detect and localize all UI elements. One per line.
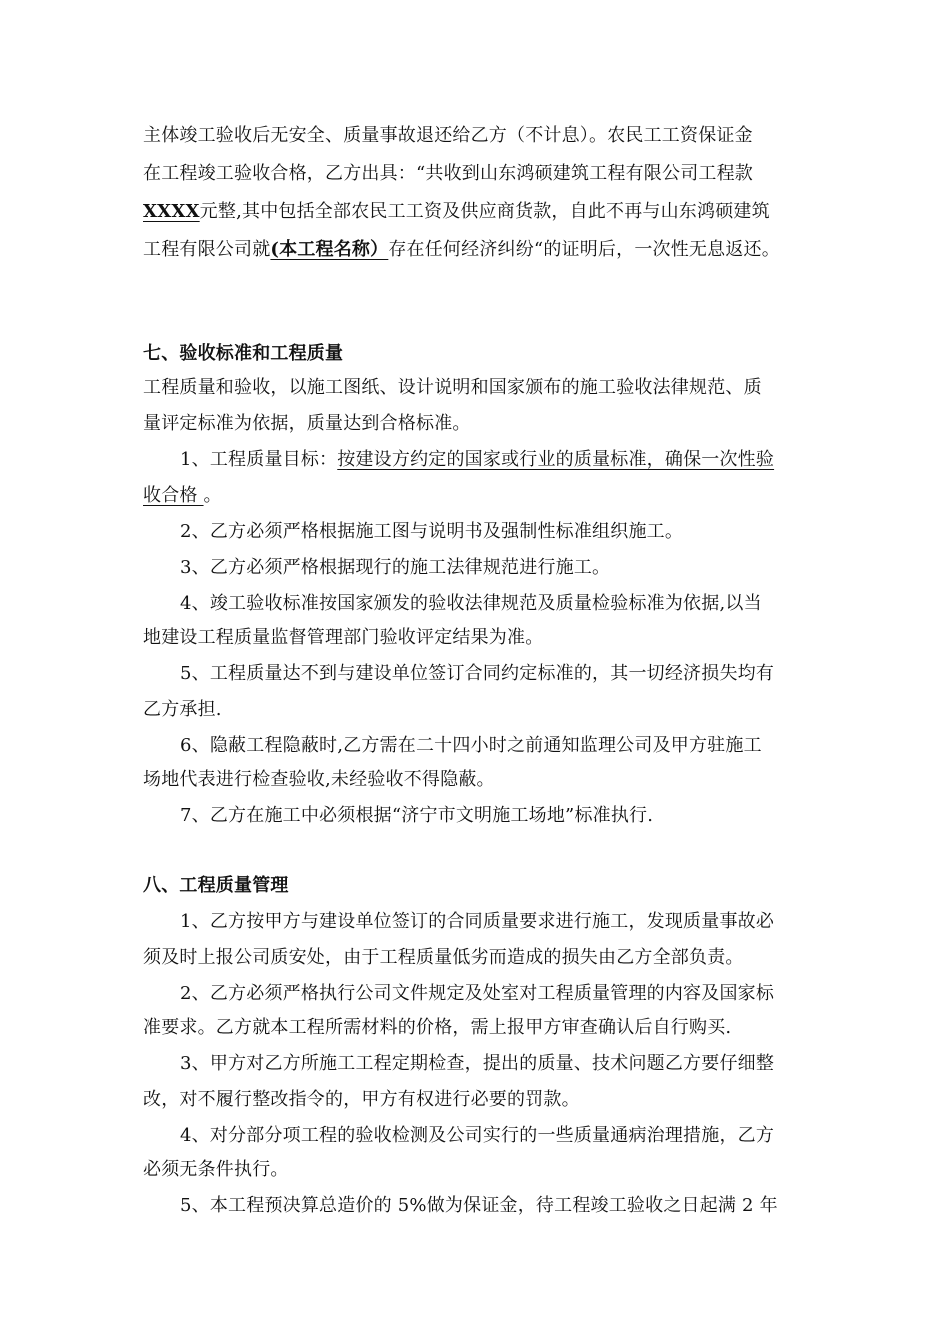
s8-item-3-line-1: 3、甲方对乙方所施工工程定期检查，提出的质量、技术问题乙方要仔细整	[180, 1053, 775, 1074]
s7-item-1-line-1	[180, 448, 870, 472]
s8-item-4-line-2: 必须无条件执行。	[143, 1159, 289, 1180]
intro-line-3	[143, 200, 833, 224]
intro-line-4	[143, 238, 833, 262]
section-7-heading: 七、验收标准和工程质量	[143, 343, 344, 364]
amount-placeholder: XXXX	[143, 201, 200, 222]
s7-item-1-end: 。	[203, 485, 222, 506]
s7-item-5-line-2: 乙方承担.	[143, 699, 222, 720]
s8-item-2-line-2: 准要求。乙方就本工程所需材料的价格，需上报甲方审查确认后自行购买.	[143, 1017, 732, 1038]
s7-item-4-line-2: 地建设工程质量监督管理部门验收评定结果为准。	[143, 627, 544, 648]
s8-item-1-line-2: 须及时上报公司质安处，由于工程质量低劣而造成的损失由乙方全部负责。	[143, 947, 744, 968]
s8-item-5-line-1: 5、本工程预决算总造价的 5%做为保证金，待工程竣工验收之日起满 2 年	[180, 1195, 778, 1216]
s7-item-6-line-2: 场地代表进行检查验收,未经验收不得隐蔽。	[143, 769, 495, 790]
s7-item-1-lead: 1、工程质量目标：	[180, 449, 338, 470]
s7-item-3: 3、乙方必须严格根据现行的施工法律规范进行施工。	[180, 557, 611, 578]
intro-line-4-b: 存在任何经济纠纷“的证明后，一次性无息返还。	[388, 239, 780, 260]
intro-line-2: 在工程竣工验收合格，乙方出具：“共收到山东鸿硕建筑工程有限公司工程款	[143, 163, 753, 184]
project-name-placeholder: (本工程名称）	[270, 239, 389, 260]
s7-item-7: 7、乙方在施工中必须根据“济宁市文明施工场地”标准执行.	[180, 805, 654, 826]
s7-item-4-line-1: 4、竣工验收标准按国家颁发的验收法律规范及质量检验标准为依据,以当	[180, 593, 762, 614]
intro-line-1: 主体竣工验收后无安全、质量事故退还给乙方（不计息）。农民工工资保证金	[143, 125, 753, 146]
intro-line-4-a: 工程有限公司就	[143, 239, 271, 260]
s7-item-6-line-1: 6、隐蔽工程隐蔽时,乙方需在二十四小时之前通知监理公司及甲方驻施工	[180, 735, 762, 756]
s7-para-line-2: 量评定标准为依据，质量达到合格标准。	[143, 413, 471, 434]
s8-item-3-line-2: 改，对不履行整改指令的，甲方有权进行必要的罚款。	[143, 1089, 580, 1110]
s7-item-5-line-1: 5、工程质量达不到与建设单位签订合同约定标准的，其一切经济损失均有	[180, 663, 775, 684]
s8-item-1-line-1: 1、乙方按甲方与建设单位签订的合同质量要求进行施工，发现质量事故必	[180, 911, 775, 932]
s8-item-2-line-1: 2、乙方必须严格执行公司文件规定及处室对工程质量管理的内容及国家标	[180, 983, 775, 1004]
quality-target-text: 按建设方约定的国家或行业的质量标准，确保一次性验	[337, 449, 775, 470]
s7-item-2: 2、乙方必须严格根据施工图与说明书及强制性标准组织施工。	[180, 521, 684, 542]
quality-target-text-cont: 收合格	[143, 485, 204, 506]
section-8-heading: 八、工程质量管理	[143, 875, 289, 896]
s7-para-line-1: 工程质量和验收，以施工图纸、设计说明和国家颁布的施工验收法律规范、质	[143, 377, 762, 398]
s7-item-1-line-2	[143, 484, 833, 508]
intro-line-3-text: 元整,其中包括全部农民工工资及供应商货款，自此不再与山东鸿硕建筑	[199, 201, 770, 222]
s8-item-4-line-1: 4、对分部分项工程的验收检测及公司实行的一些质量通病治理措施，乙方	[180, 1125, 775, 1146]
